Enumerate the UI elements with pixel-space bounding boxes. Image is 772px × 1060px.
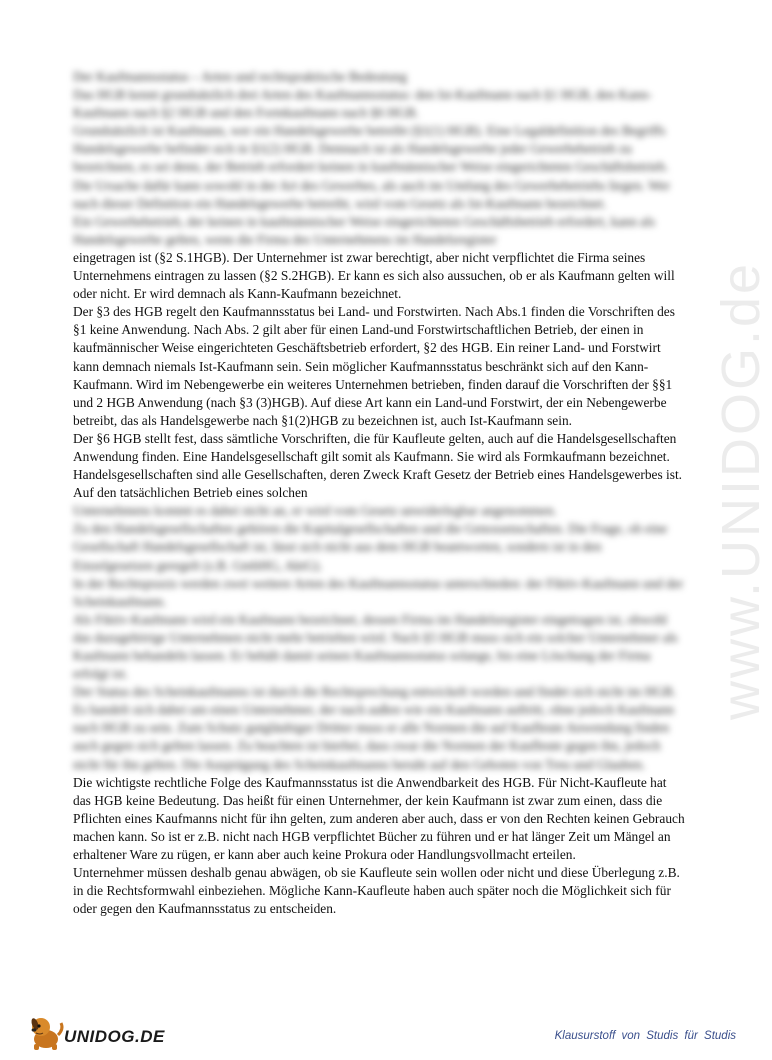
- paragraph: Der §3 des HGB regelt den Kaufmannsstatus bei Land- und Forstwirten. Nach Abs.1 finden die Vorschriften des §1 keine Anwendung. Nach Abs. 2 gilt aber für einen Land-und Forstwirtschaftlichen Betrieb, der einen in kaufmännischer Weise eingerichteten Geschäftsbetrieb erfordert, §2 des HGB. Ein reiner Land- und Forstwirt kann demnach niemals Ist-Kaufmann sein. Sein möglicher Kaufmannsstatus beschränkt sich auf den Kann-Kaufmann. Wird im Nebengewerbe ein weiteres Unternehmen betrieben, finden darauf die Vorschriften der §§1 und 2 HGB Anwendung (nach §3 (3)HGB). Auf diese Art kann ein Land-und Forstwirt, der ein Nebengewerbe betreibt, das als Handelsgewerbe nach §1(2)HGB zu bezeichnen ist, auch Ist-Kaufmann sein.: [73, 304, 675, 428]
- clear-section-middle: [73, 249, 685, 502]
- paragraph: eingetragen ist (§2 S.1HGB). Der Unternehmer ist zwar berechtigt, aber nicht verpflichtet die Firma seines Unternehmens eintragen zu lassen (§2 S.2HGB). Er kann es sich also aussuchen, ob er als Kaufmann gelten will oder nicht. Er wird demnach als Kann-Kaufmann bezeichnet.: [73, 249, 675, 302]
- paragraph: Grundsätzlich ist Kaufmann, wer ein Handelsgewerbe betreibt (§1(1) HGB). Eine Legaldefinition des Begriffs Handelsgewerbe befindet sich in §1(2) HGB. Demnach ist als Handelsgewerbe jeder Gewerbebetrieb zu bezeichnen, es sei denn, der Betrieb erfordert keinen in kaufmännischer Weise eingerichteten Geschäftsbetrieb. Die Ursache dafür kann sowohl in der Art des Gewerbes, als auch im Umfang des Gewerbebetriebs liegen. Wer nach dieser Definition ein Handelsgewerbe betreibt, wird vom Gesetz als Ist-Kaufmann bezeichnet.: [73, 123, 670, 211]
- unidog-logo[interactable]: [26, 1013, 186, 1053]
- paragraph: Der Status des Scheinkaufmanns ist durch die Rechtsprechung entwickelt worden und findet sich nicht im HGB. Es handelt sich dabei um einen Unternehmer, der nach außen wie ein Kaufmann auftritt, ohne jedoch Kaufmann nach HGB zu sein. Zum Schutz gutgläubiger Dritter muss er alle Normen die auf Kaufleute Anwendung finden auch gegen sich gelten lassen. Zu beachten ist hierbei, dass zwar die Normen der Kaufleute gegen ihn, jedoch nicht für ihn gelten. Die Ausprägung des Scheinkaufmanns beruht auf den Geboten von Treu und Glauben.: [73, 684, 677, 772]
- blurred-section-middle: [73, 502, 685, 773]
- footer-tagline: Klausurstoff von Studis für Studis: [554, 1030, 736, 1042]
- paragraph-title: Der Kaufmannsstatus – Arten und rechtspraktische Bedeutung: [73, 69, 407, 84]
- paragraph: Der §6 HGB stellt fest, dass sämtliche Vorschriften, die für Kaufleute gelten, auch auf die Handelsgesellschaften Anwendung finden. Eine Handelsgesellschaft gilt somit als Kaufmann. Sie wird als Formkaufmann bezeichnet. Handelsgesellschaften sind alle Gesellschaften, deren Zweck Kraft Gesetz der Betrieb eines Handelsgewerbes ist. Auf den tatsächlichen Betrieb eines solchen: [73, 430, 683, 501]
- watermark: www.UNIDOG.de: [711, 260, 771, 720]
- clear-section-bottom: [73, 774, 685, 919]
- paragraph: In der Rechtspraxis werden zwei weitere Arten des Kaufmannsstatus unterschieden: der Fiktiv-Kaufmann und der Scheinkaufmann.: [73, 575, 684, 609]
- paragraph: Unternehmens kommt es dabei nicht an, er wird vom Gesetz unwiderlegbar angenommen.: [73, 503, 557, 519]
- paragraph: Zu den Handelsgesellschaften gehören die Kapitalgesellschaften und die Genossenschaften. Die Frage, ob eine Gesellschaft Handelsgesellschaft ist, lässt sich nicht aus dem HGB beantworten, sondern ist in den Einzelgesetzen geregelt (z.B. GmbHG, AktG).: [73, 521, 668, 573]
- dog-icon: [26, 1013, 66, 1058]
- document-body: [73, 68, 685, 918]
- paragraph: Als Fiktiv-Kaufmann wird ein Kaufmann bezeichnet, dessen Firma im Handelsregister eingetragen ist, obwohl das dazugehörige Unternehmen nicht mehr betrieben wird. Nach §5 HGB muss sich ein solcher Unternehmer als Kaufmann behandeln lassen. Er behält damit seinen Kaufmannsstatus solange, bis eine Löschung der Firma erfolgt ist.: [73, 611, 678, 682]
- paragraph: Das HGB kennt grundsätzlich drei Arten des Kaufmannsstatus: den Ist-Kaufmann nach §1 HGB, den Kann-Kaufmann nach §2 HGB und den Formkaufmann nach §6 HGB.: [73, 87, 653, 121]
- logo-text: UNIDOG.DE: [64, 1027, 165, 1046]
- blurred-section-top: [73, 68, 685, 249]
- paragraph: Ein Gewerbebetrieb, der keinen in kaufmännischer Weise eingerichteten Geschäftsbetrieb erfordert, kann als Handelsgewerbe gelten, wenn die Firma des Unternehmens im Handelsregister: [73, 213, 656, 247]
- paragraph: Die wichtigste rechtliche Folge des Kaufmannsstatus ist die Anwendbarkeit des HGB. Für Nicht-Kaufleute hat das HGB keine Bedeutung. Das heißt für einen Unternehmer, der kein Kaufmann ist zwar zum einen, dass die Pflichten eines Kaufmanns nicht für ihn gelten, zum anderen aber auch, dass er von den Rechten keinen Gebrauch machen kann. So ist er z.B. nicht nach HGB verpflichtet Bücher zu führen und er hat länger Zeit um Mängel an erhaltener Ware zu rügen, er kann aber auch keine Prokura oder Handlungsvollmacht erteilen.: [73, 774, 685, 863]
- paragraph: Unternehmer müssen deshalb genau abwägen, ob sie Kaufleute sein wollen oder nicht und diese Überlegung z.B. in die Rechtsformwahl einbeziehen. Mögliche Kann-Kaufleute haben auch später noch die Möglichkeit sich für oder gegen den Kaufmannsstatus zu entscheiden.: [73, 865, 680, 917]
